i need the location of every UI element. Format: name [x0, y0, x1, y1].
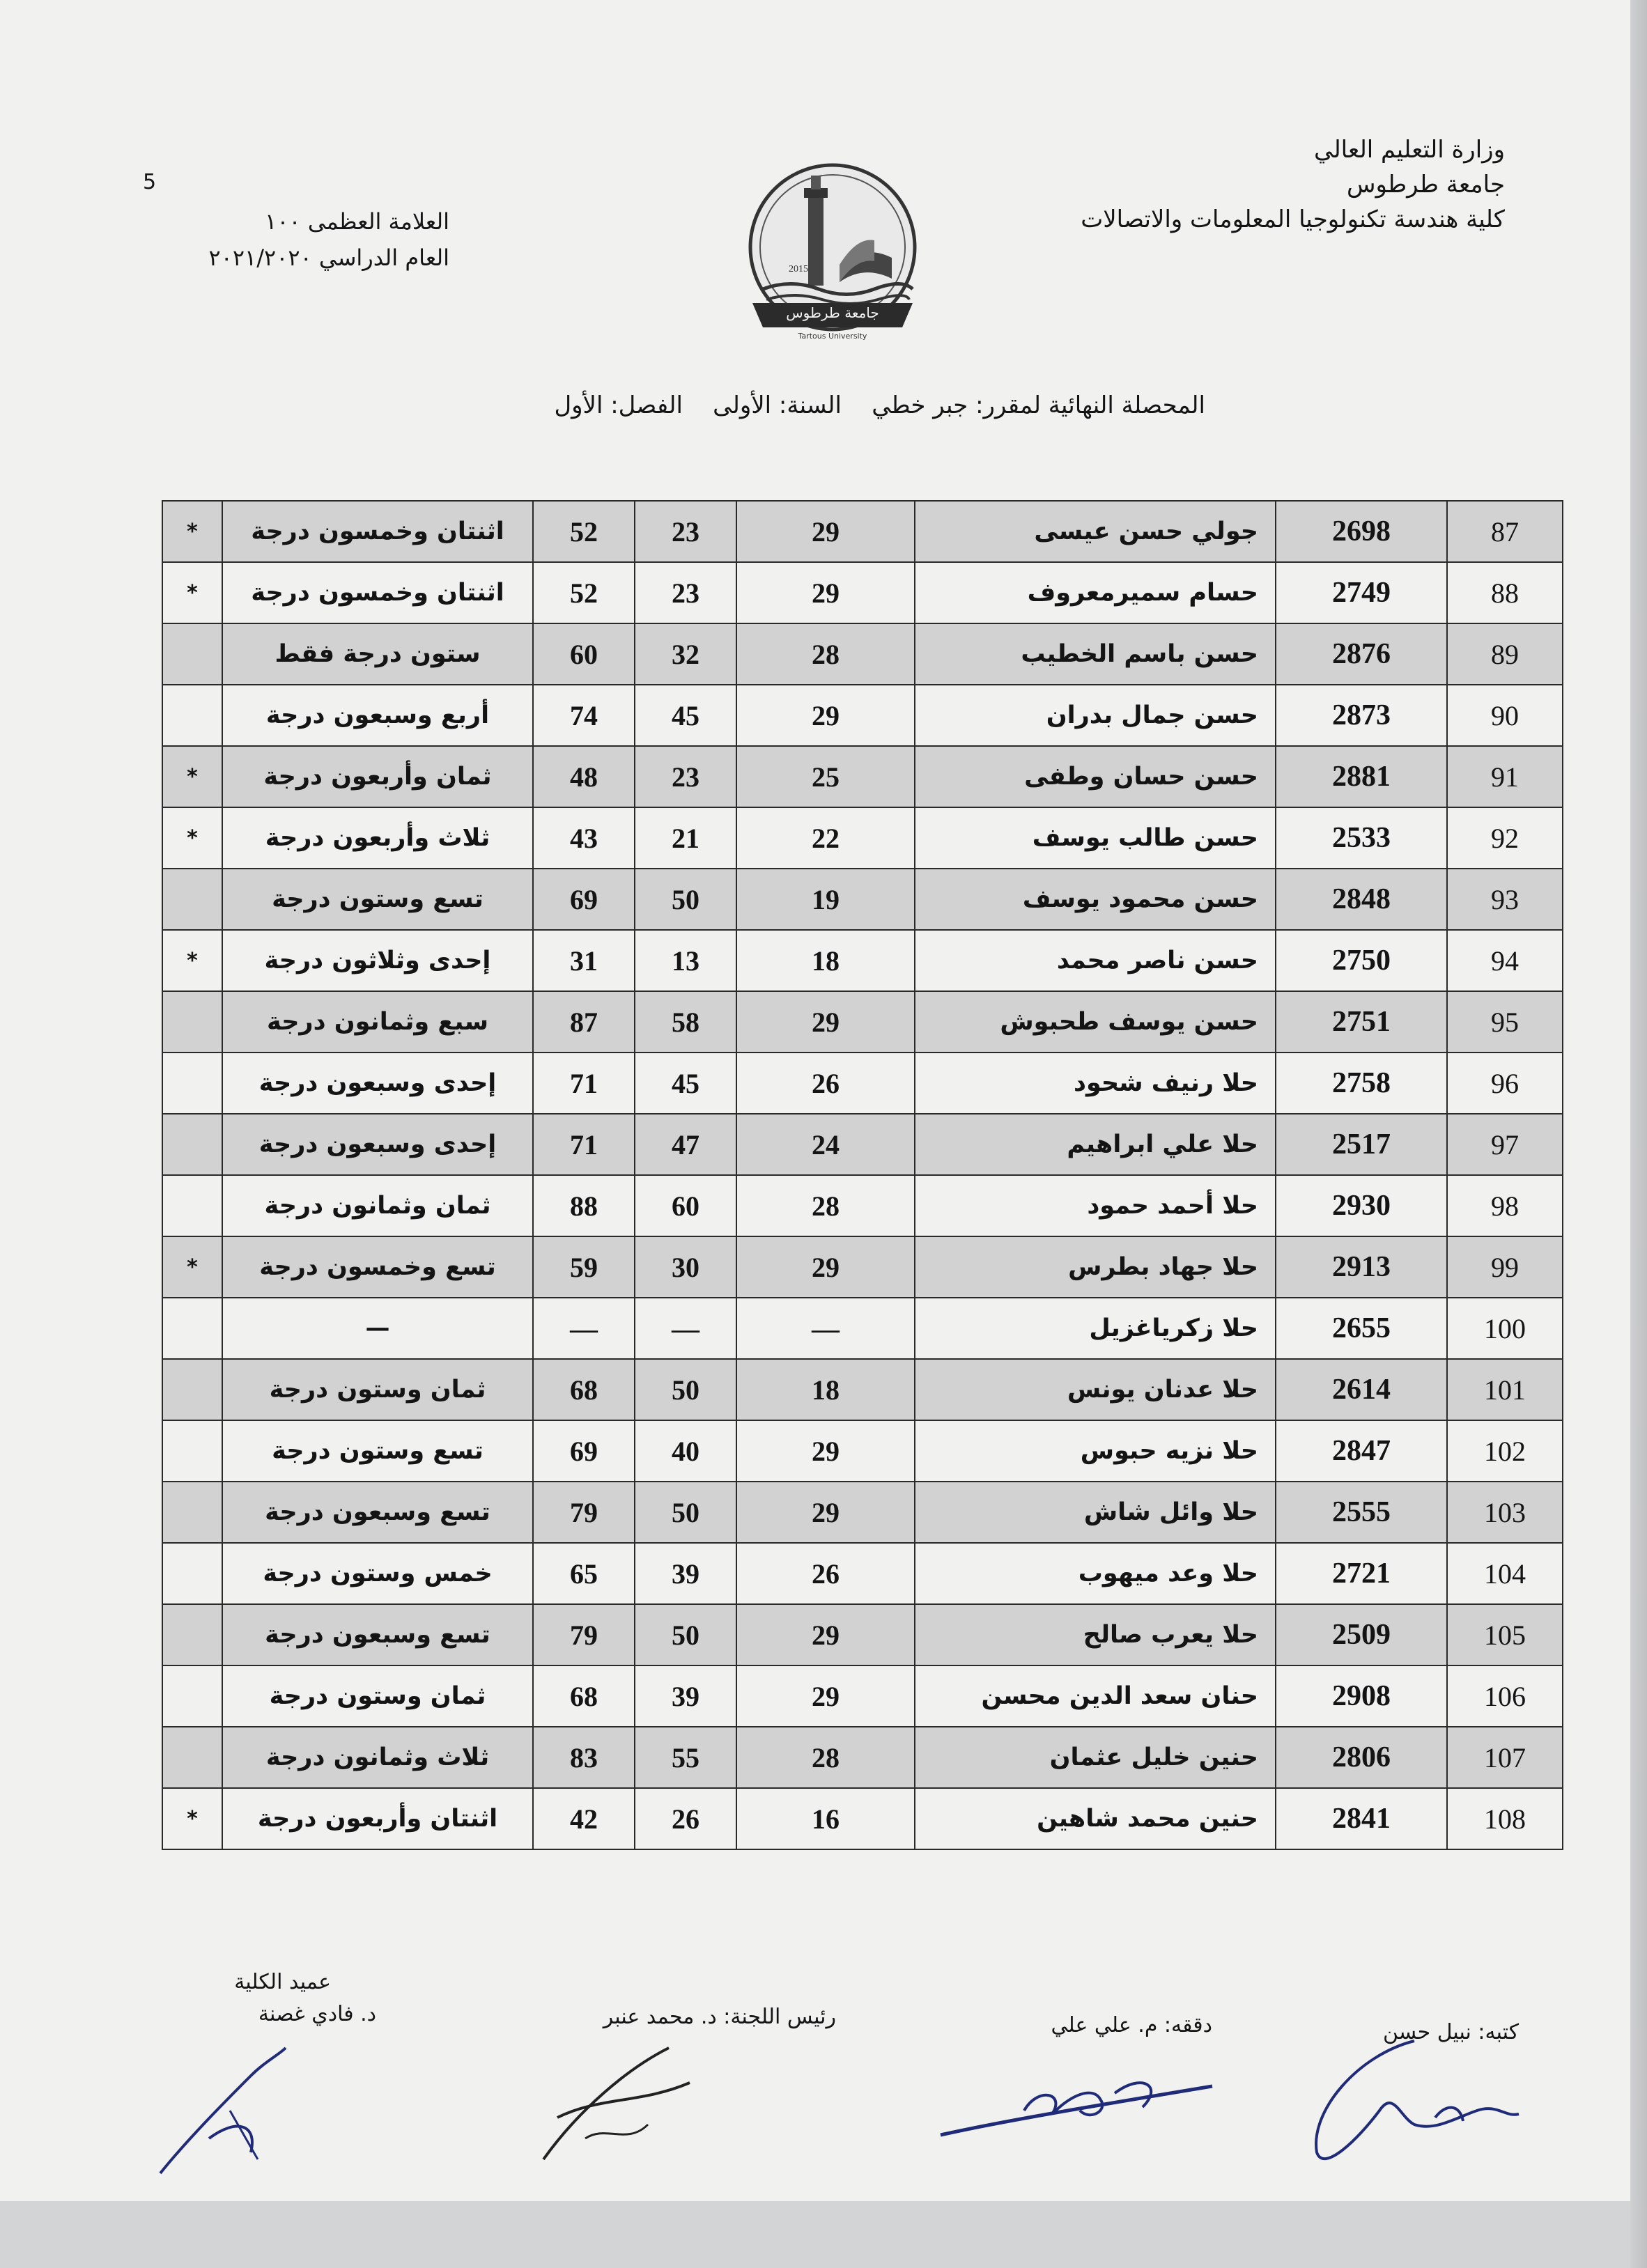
- institution-header: [975, 132, 1505, 237]
- total-in-words: —: [222, 1298, 533, 1359]
- total-in-words: خمس وستون درجة: [222, 1543, 533, 1604]
- coursework-mark: 29: [736, 685, 915, 746]
- student-name: حلا علي ابراهيم: [915, 1114, 1276, 1175]
- row-number: 104: [1447, 1543, 1563, 1604]
- student-name: حلا وائل شاش: [915, 1482, 1276, 1543]
- coursework-mark: 29: [736, 562, 915, 623]
- total-mark: 42: [533, 1788, 635, 1849]
- fail-mark: [162, 1482, 222, 1543]
- student-id: 2749: [1276, 562, 1447, 623]
- coursework-mark: 16: [736, 1788, 915, 1849]
- total-in-words: اثنتان وخمسون درجة: [222, 501, 533, 562]
- exam-mark: 23: [635, 501, 736, 562]
- academic-year: العام الدراسي ٢٠٢١/٢٠٢٠: [208, 244, 449, 271]
- table-row: [162, 685, 1563, 746]
- student-name: حنان سعد الدين محسن: [915, 1665, 1276, 1727]
- coursework-mark: 25: [736, 746, 915, 807]
- total-mark: 83: [533, 1727, 635, 1788]
- table-row: [162, 1788, 1563, 1849]
- total-mark: 69: [533, 869, 635, 930]
- fail-mark: [162, 1114, 222, 1175]
- total-mark: —: [533, 1298, 635, 1359]
- student-id: 2908: [1276, 1665, 1447, 1727]
- coursework-mark: 22: [736, 807, 915, 869]
- total-mark: 43: [533, 807, 635, 869]
- svg-text:2015: 2015: [789, 264, 808, 274]
- student-name: حلا وعد ميهوب: [915, 1543, 1276, 1604]
- total-in-words: تسع وخمسون درجة: [222, 1236, 533, 1298]
- student-id: 2806: [1276, 1727, 1447, 1788]
- table-row: [162, 1665, 1563, 1727]
- coursework-mark: 24: [736, 1114, 915, 1175]
- coursework-mark: 29: [736, 1665, 915, 1727]
- table-row: [162, 1420, 1563, 1482]
- coursework-mark: 18: [736, 930, 915, 991]
- exam-mark: 45: [635, 685, 736, 746]
- exam-mark: 39: [635, 1665, 736, 1727]
- fail-mark: *: [162, 807, 222, 869]
- coursework-mark: 29: [736, 501, 915, 562]
- fail-mark: *: [162, 501, 222, 562]
- student-name: حسن حسان وطفى: [915, 746, 1276, 807]
- signature-dean: [146, 2034, 327, 2180]
- total-mark: 68: [533, 1665, 635, 1727]
- coursework-mark: 28: [736, 1727, 915, 1788]
- exam-info-header: [143, 167, 449, 276]
- student-name: حنين محمد شاهين: [915, 1788, 1276, 1849]
- total-mark: 59: [533, 1236, 635, 1298]
- student-name: حلا يعرب صالح: [915, 1604, 1276, 1665]
- total-mark: 68: [533, 1359, 635, 1420]
- underlying-sheet: [0, 2201, 1647, 2268]
- row-number: 107: [1447, 1727, 1563, 1788]
- student-id: 2841: [1276, 1788, 1447, 1849]
- total-mark: 69: [533, 1420, 635, 1482]
- fail-mark: *: [162, 1788, 222, 1849]
- fail-mark: [162, 1727, 222, 1788]
- page-number: 5: [143, 170, 157, 194]
- row-number: 88: [1447, 562, 1563, 623]
- fail-mark: [162, 1604, 222, 1665]
- total-mark: 74: [533, 685, 635, 746]
- coursework-mark: 18: [736, 1359, 915, 1420]
- total-mark: 52: [533, 562, 635, 623]
- total-in-words: تسع وسبعون درجة: [222, 1482, 533, 1543]
- total-in-words: إحدى وثلاثون درجة: [222, 930, 533, 991]
- student-id: 2847: [1276, 1420, 1447, 1482]
- lighthouse-icon: [808, 195, 824, 286]
- exam-mark: 26: [635, 1788, 736, 1849]
- table-row: [162, 1482, 1563, 1543]
- row-number: 89: [1447, 623, 1563, 685]
- table-row: [162, 1543, 1563, 1604]
- coursework-mark: 29: [736, 1420, 915, 1482]
- student-id: 2698: [1276, 501, 1447, 562]
- exam-mark: 45: [635, 1053, 736, 1114]
- student-name: حسن جمال بدران: [915, 685, 1276, 746]
- dean-title-label: عميد الكلية: [234, 1970, 331, 1994]
- total-in-words: اثنتان وخمسون درجة: [222, 562, 533, 623]
- fail-mark: [162, 869, 222, 930]
- course-title: المحصلة النهائية لمقرر: جبر خطي السنة: الأولى الفصل: الأول: [554, 391, 1205, 419]
- row-number: 97: [1447, 1114, 1563, 1175]
- table-row: [162, 1236, 1563, 1298]
- student-name: حنين خليل عثمان: [915, 1727, 1276, 1788]
- total-in-words: أربع وسبعون درجة: [222, 685, 533, 746]
- student-name: حسن طالب يوسف: [915, 807, 1276, 869]
- table-row: [162, 1604, 1563, 1665]
- exam-mark: 50: [635, 1482, 736, 1543]
- row-number: 87: [1447, 501, 1563, 562]
- total-mark: 71: [533, 1053, 635, 1114]
- table-row: [162, 1175, 1563, 1236]
- signature-writer: [1296, 2034, 1533, 2173]
- student-name: حلا عدنان يونس: [915, 1359, 1276, 1420]
- student-id: 2509: [1276, 1604, 1447, 1665]
- svg-text:Tartous University: Tartous University: [798, 332, 867, 341]
- table-row: [162, 562, 1563, 623]
- page-edge: [1630, 0, 1647, 2268]
- coursework-mark: 29: [736, 991, 915, 1053]
- exam-mark: 40: [635, 1420, 736, 1482]
- row-number: 108: [1447, 1788, 1563, 1849]
- fail-mark: [162, 991, 222, 1053]
- table-row: [162, 623, 1563, 685]
- total-mark: 60: [533, 623, 635, 685]
- ministry-name: وزارة التعليم العالي: [1313, 136, 1505, 164]
- total-in-words: سبع وثمانون درجة: [222, 991, 533, 1053]
- exam-mark: 21: [635, 807, 736, 869]
- written-by-label: كتبه: نبيل حسن: [1383, 2020, 1519, 2044]
- total-in-words: إحدى وسبعون درجة: [222, 1053, 533, 1114]
- signature-checker: [934, 2044, 1226, 2149]
- svg-text:جامعة طرطوس: جامعة طرطوس: [786, 304, 879, 321]
- coursework-mark: 29: [736, 1482, 915, 1543]
- university-name: جامعة طرطوس: [1347, 171, 1505, 199]
- table-row: [162, 1727, 1563, 1788]
- committee-head-label: رئيس اللجنة: د. محمد عنبر: [603, 2005, 836, 2029]
- total-in-words: ثمان وستون درجة: [222, 1359, 533, 1420]
- student-name: حلا جهاد بطرس: [915, 1236, 1276, 1298]
- row-number: 91: [1447, 746, 1563, 807]
- fail-mark: [162, 685, 222, 746]
- total-mark: 65: [533, 1543, 635, 1604]
- table-row: [162, 869, 1563, 930]
- row-number: 101: [1447, 1359, 1563, 1420]
- university-logo: [725, 160, 941, 348]
- total-in-words: ثمان وأربعون درجة: [222, 746, 533, 807]
- total-in-words: ثمان وثمانون درجة: [222, 1175, 533, 1236]
- student-id: 2758: [1276, 1053, 1447, 1114]
- student-id: 2848: [1276, 869, 1447, 930]
- row-number: 103: [1447, 1482, 1563, 1543]
- table-row: [162, 807, 1563, 869]
- exam-mark: 55: [635, 1727, 736, 1788]
- fail-mark: *: [162, 930, 222, 991]
- total-in-words: اثنتان وأربعون درجة: [222, 1788, 533, 1849]
- exam-mark: —: [635, 1298, 736, 1359]
- student-name: جولي حسن عيسى: [915, 501, 1276, 562]
- table-row: [162, 1359, 1563, 1420]
- student-name: حسن باسم الخطيب: [915, 623, 1276, 685]
- student-id: 2873: [1276, 685, 1447, 746]
- fail-mark: [162, 1053, 222, 1114]
- student-name: حلا رنيف شحود: [915, 1053, 1276, 1114]
- student-id: 2750: [1276, 930, 1447, 991]
- fail-mark: [162, 1359, 222, 1420]
- row-number: 94: [1447, 930, 1563, 991]
- student-id: 2751: [1276, 991, 1447, 1053]
- student-name: حلا أحمد حمود: [915, 1175, 1276, 1236]
- student-id: 2721: [1276, 1543, 1447, 1604]
- fail-mark: [162, 623, 222, 685]
- coursework-mark: 19: [736, 869, 915, 930]
- total-in-words: تسع وسبعون درجة: [222, 1604, 533, 1665]
- table-row: [162, 991, 1563, 1053]
- coursework-mark: 26: [736, 1543, 915, 1604]
- student-id: 2930: [1276, 1175, 1447, 1236]
- row-number: 106: [1447, 1665, 1563, 1727]
- total-mark: 31: [533, 930, 635, 991]
- table-row: [162, 1298, 1563, 1359]
- max-mark: العلامة العظمى ١٠٠: [265, 208, 449, 235]
- exam-mark: 50: [635, 1604, 736, 1665]
- exam-mark: 30: [635, 1236, 736, 1298]
- student-id: 2614: [1276, 1359, 1447, 1420]
- exam-mark: 50: [635, 869, 736, 930]
- signature-committee-head: [529, 2041, 711, 2166]
- row-number: 93: [1447, 869, 1563, 930]
- student-id: 2913: [1276, 1236, 1447, 1298]
- checked-by-label: دققه: م. علي علي: [1051, 2013, 1212, 2037]
- exam-mark: 23: [635, 746, 736, 807]
- row-number: 102: [1447, 1420, 1563, 1482]
- student-id: 2881: [1276, 746, 1447, 807]
- dean-name-label: د. فادي غصنة: [258, 2002, 376, 2026]
- table-row: [162, 746, 1563, 807]
- row-number: 105: [1447, 1604, 1563, 1665]
- row-number: 96: [1447, 1053, 1563, 1114]
- student-id: 2555: [1276, 1482, 1447, 1543]
- total-mark: 79: [533, 1604, 635, 1665]
- exam-mark: 47: [635, 1114, 736, 1175]
- student-id: 2517: [1276, 1114, 1447, 1175]
- fail-mark: [162, 1298, 222, 1359]
- exam-mark: 23: [635, 562, 736, 623]
- total-in-words: تسع وستون درجة: [222, 1420, 533, 1482]
- fail-mark: [162, 1175, 222, 1236]
- exam-mark: 60: [635, 1175, 736, 1236]
- exam-mark: 32: [635, 623, 736, 685]
- total-mark: 79: [533, 1482, 635, 1543]
- coursework-mark: 29: [736, 1604, 915, 1665]
- student-name: حلا زكرياغزيل: [915, 1298, 1276, 1359]
- student-name: حسام سميرمعروف: [915, 562, 1276, 623]
- coursework-mark: 28: [736, 623, 915, 685]
- grades-table: [162, 500, 1563, 1850]
- student-id: 2876: [1276, 623, 1447, 685]
- table-row: [162, 1053, 1563, 1114]
- total-in-words: ثلاث وأربعون درجة: [222, 807, 533, 869]
- fail-mark: [162, 1420, 222, 1482]
- fail-mark: *: [162, 1236, 222, 1298]
- fail-mark: *: [162, 562, 222, 623]
- row-number: 98: [1447, 1175, 1563, 1236]
- exam-mark: 50: [635, 1359, 736, 1420]
- total-mark: 88: [533, 1175, 635, 1236]
- total-in-words: ثلاث وثمانون درجة: [222, 1727, 533, 1788]
- student-name: حلا نزيه حبوس: [915, 1420, 1276, 1482]
- total-in-words: ثمان وستون درجة: [222, 1665, 533, 1727]
- table-row: [162, 930, 1563, 991]
- coursework-mark: —: [736, 1298, 915, 1359]
- student-name: حسن محمود يوسف: [915, 869, 1276, 930]
- coursework-mark: 28: [736, 1175, 915, 1236]
- student-name: حسن يوسف طحبوش: [915, 991, 1276, 1053]
- row-number: 90: [1447, 685, 1563, 746]
- total-mark: 71: [533, 1114, 635, 1175]
- student-id: 2655: [1276, 1298, 1447, 1359]
- exam-mark: 13: [635, 930, 736, 991]
- table-row: [162, 1114, 1563, 1175]
- table-row: [162, 501, 1563, 562]
- exam-mark: 58: [635, 991, 736, 1053]
- coursework-mark: 29: [736, 1236, 915, 1298]
- exam-mark: 39: [635, 1543, 736, 1604]
- row-number: 100: [1447, 1298, 1563, 1359]
- faculty-name: كلية هندسة تكنولوجيا المعلومات والاتصالات: [1081, 205, 1505, 233]
- total-in-words: تسع وستون درجة: [222, 869, 533, 930]
- fail-mark: [162, 1665, 222, 1727]
- student-id: 2533: [1276, 807, 1447, 869]
- total-mark: 87: [533, 991, 635, 1053]
- coursework-mark: 26: [736, 1053, 915, 1114]
- row-number: 92: [1447, 807, 1563, 869]
- row-number: 99: [1447, 1236, 1563, 1298]
- fail-mark: [162, 1543, 222, 1604]
- total-mark: 52: [533, 501, 635, 562]
- total-in-words: ستون درجة فقط: [222, 623, 533, 685]
- fail-mark: *: [162, 746, 222, 807]
- total-in-words: إحدى وسبعون درجة: [222, 1114, 533, 1175]
- row-number: 95: [1447, 991, 1563, 1053]
- student-name: حسن ناصر محمد: [915, 930, 1276, 991]
- total-mark: 48: [533, 746, 635, 807]
